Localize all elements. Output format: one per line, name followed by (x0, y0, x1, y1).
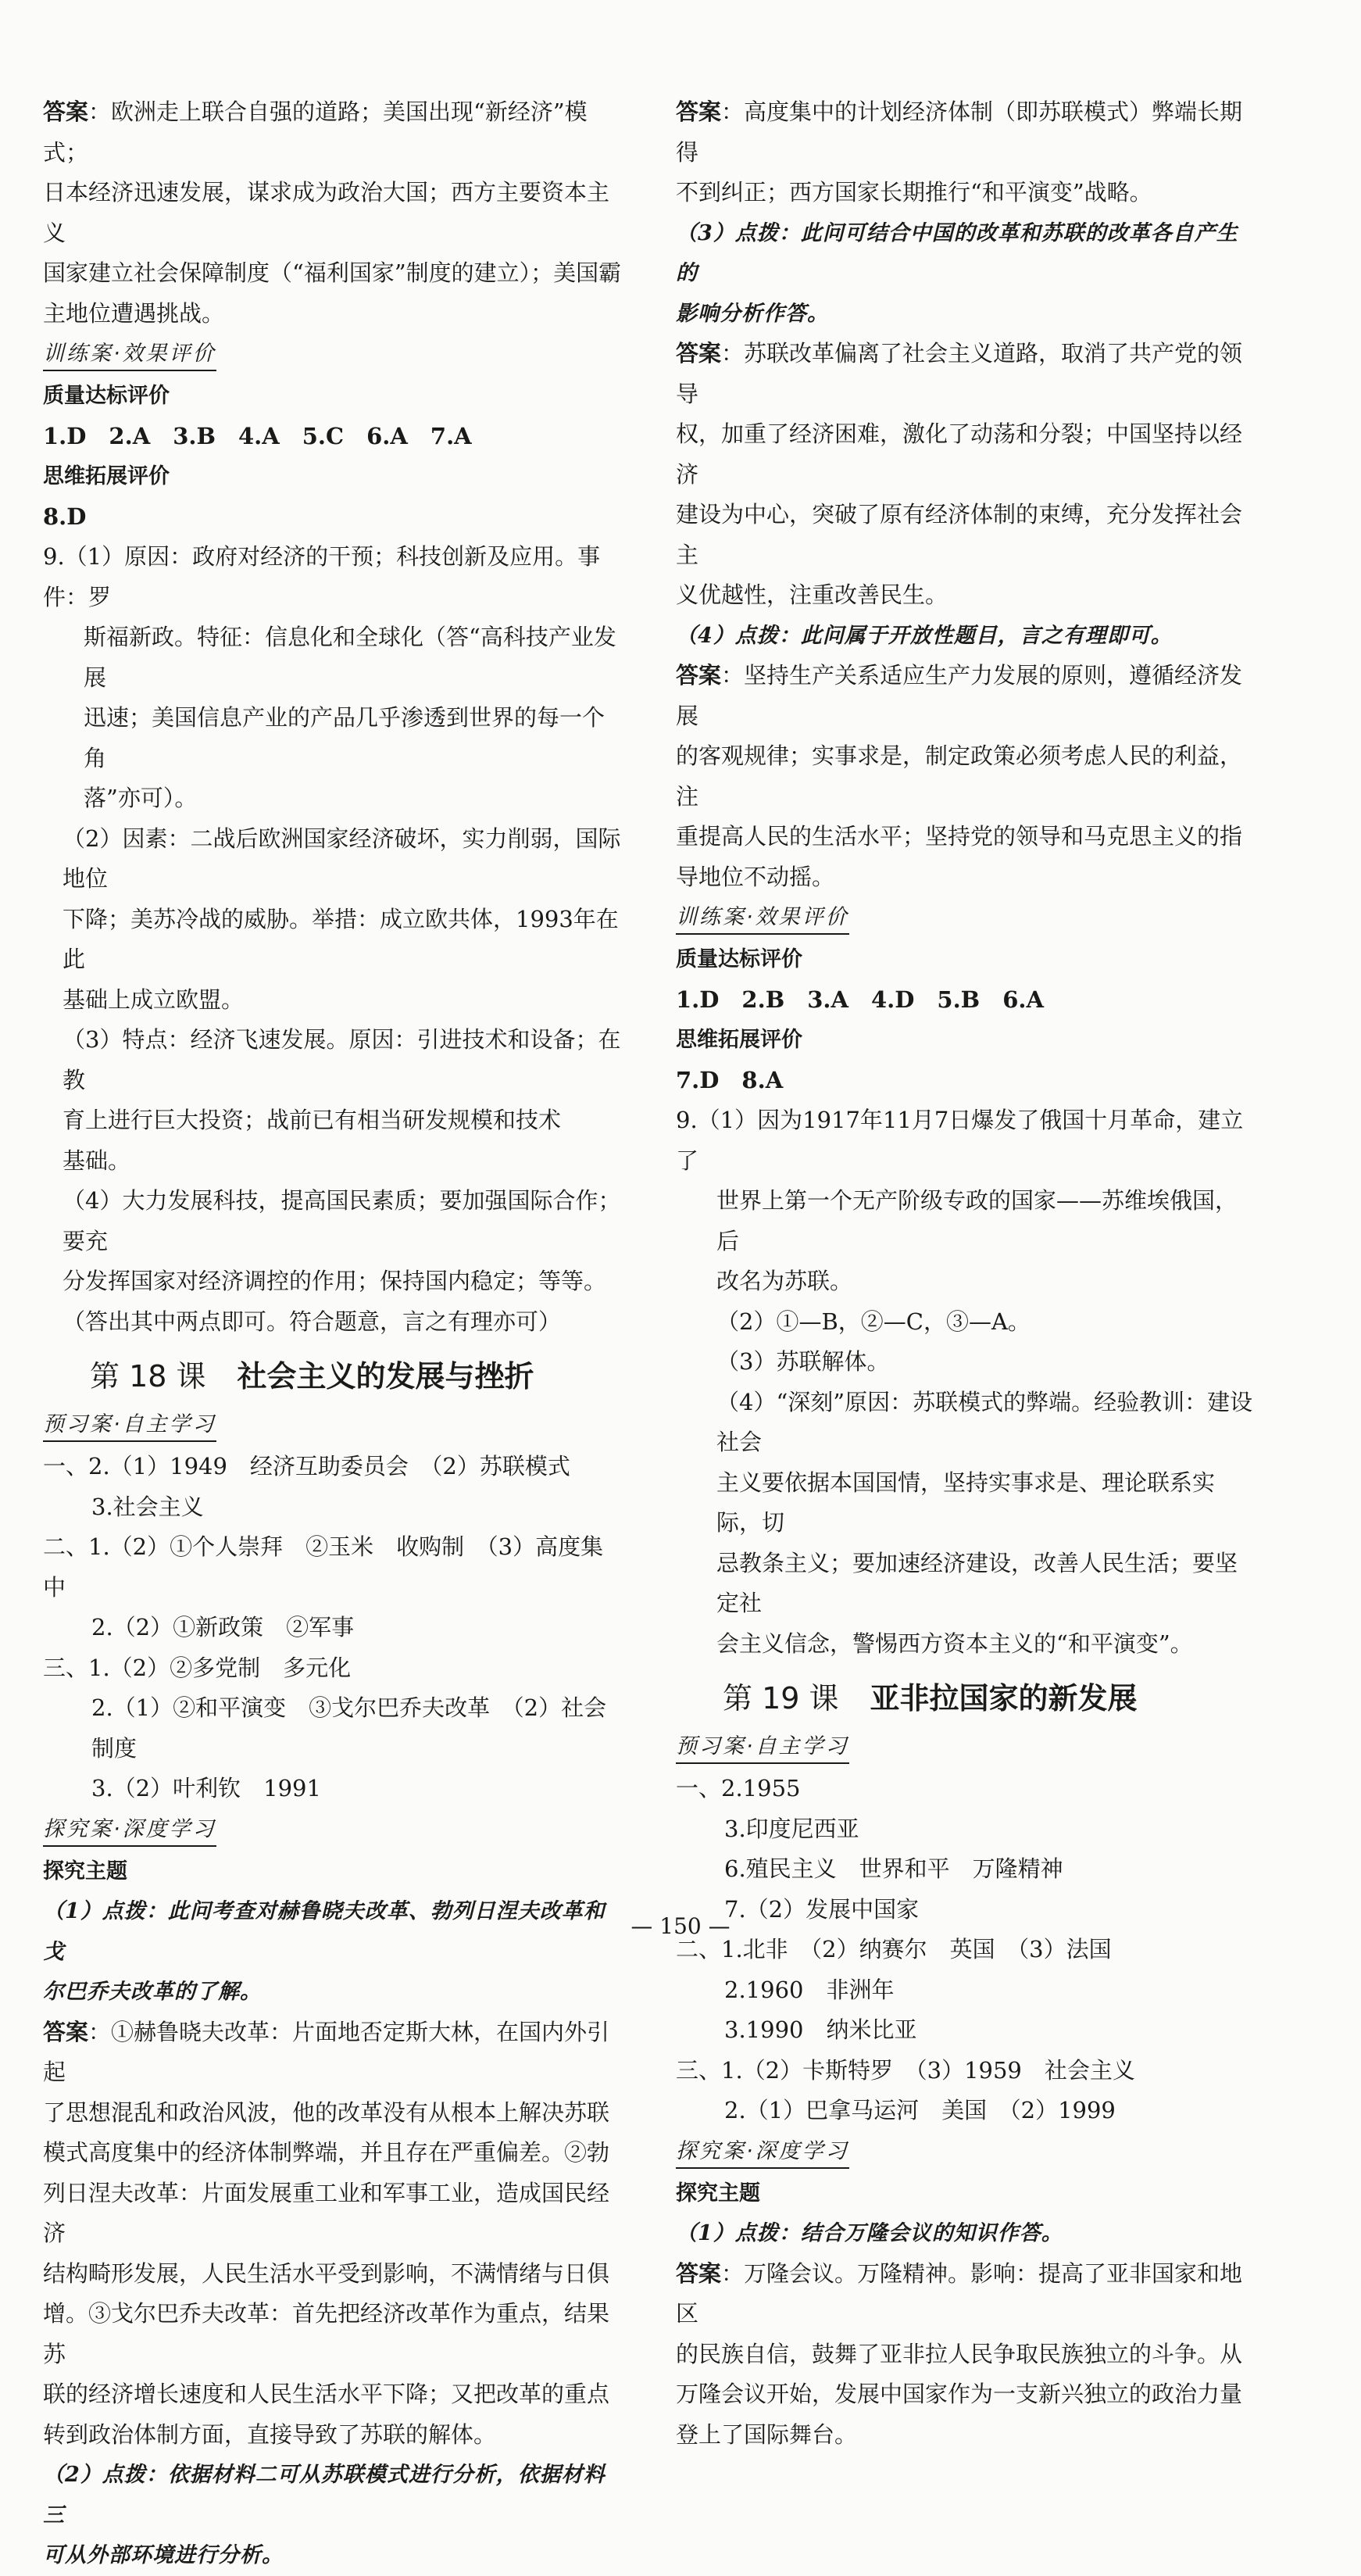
preview-line: 3.1990 纳米比亚 (724, 2016, 917, 2043)
question-9-line: （4）“深刻”原因：苏联模式的弊端。经验教训：建设社会 (716, 1388, 1253, 1455)
tip-paragraph: （4）点拨：此问属于开放性题目，言之有理即可。 (676, 623, 1173, 648)
tip-paragraph: （3）点拨：此问可结合中国的改革和苏联的改革各自产生的 (676, 220, 1238, 285)
preview-line: 3.印度尼西亚 (724, 1815, 859, 1842)
text-line: 日本经济迅速发展，谋求成为政治大国；西方主要资本主义 (43, 179, 610, 246)
question-9-line: 斯福新政。特征：信息化和全球化（答“高科技产业发展 (84, 624, 616, 691)
text-line: 增。③戈尔巴乔夫改革：首先把经济改革作为重点，结果苏 (43, 2300, 610, 2367)
lesson-19-title: 第 19 课 亚非拉国家的新发展 (723, 1681, 1138, 1716)
text-line: 导地位不动摇。 (676, 863, 835, 890)
answer-paragraph: 答案：①赫鲁晓夫改革：片面地否定斯大林，在国内外引起 (43, 2018, 610, 2085)
text-line: 模式高度集中的经济体制弊端，并且存在严重偏差。②勃 (43, 2139, 610, 2166)
question-9-line: 迅速；美国信息产业的产品几乎渗透到世界的每一个角 (84, 704, 605, 771)
right-column (676, 92, 1258, 2455)
preview-line: 2.（2）①新政策 ②军事 (91, 1614, 355, 1640)
quality-title: 质量达标评价 (676, 947, 802, 971)
tip-paragraph: （2）点拨：依据材料二可从苏联模式进行分析，依据材料三 (43, 2463, 605, 2528)
answer-paragraph: 答案：万隆会议。万隆精神。影响：提高了亚非国家和地区 (676, 2259, 1243, 2327)
page-number: — 150 — (630, 1913, 731, 1939)
left-column (43, 92, 625, 2576)
thinking-title: 思维拓展评价 (676, 1028, 802, 1052)
question-9-line: 忌教条主义；要加速经济建设，改善人民生活；要坚定社 (716, 1549, 1238, 1616)
tip-line: 可从外部环境进行分析。 (43, 2543, 284, 2567)
text-line: 国家建立社会保障制度（“福利国家”制度的建立）；美国霸 (43, 259, 622, 286)
question-9-line: （4）大力发展科技，提高国民素质；要加强国际合作；要充 (63, 1187, 621, 1254)
text-line: 转到政治体制方面，直接导致了苏联的解体。 (43, 2420, 497, 2448)
text-line: 的客观规律；实事求是，制定政策必须考虑人民的利益，注 (676, 742, 1243, 810)
text-line: 重提高人民的生活水平；坚持党的领导和马克思主义的指 (676, 823, 1243, 850)
question-9-line: 9.（1）原因：政府对经济的干预；科技创新及应用。事件：罗 (43, 543, 601, 610)
preview-line: 三、1.（2）②多党制 多元化 (43, 1654, 352, 1681)
text-line: 的民族自信，鼓舞了亚非拉人民争取民族独立的斗争。从 (676, 2340, 1243, 2367)
question-9-line: （3）特点：经济飞速发展。原因：引进技术和设备；在教 (63, 1026, 621, 1093)
preview-line: 一、2.（1）1949 经济互助委员会 （2）苏联模式 (43, 1453, 570, 1479)
question-9-line: 改名为苏联。 (716, 1268, 853, 1294)
text-line: 结构畸形发展，人民生活水平受到影响，不满情绪与日俱 (43, 2259, 610, 2287)
section-heading-train: 训练案·效果评价 (43, 338, 216, 371)
question-9-line: 落”亦可）。 (84, 785, 198, 811)
quality-answers: 1.D 2.B 3.A 4.D 5.B 6.A (676, 986, 1044, 1013)
preview-line: 一、2.1955 (676, 1775, 801, 1801)
preview-line: 7.（2）发展中国家 (724, 1895, 920, 1923)
question-9-line: （答出其中两点即可。符合题意，言之有理亦可） (63, 1308, 562, 1335)
question-9-line: 育上进行巨大投资；战前已有相当研发规模和技术 (63, 1107, 562, 1133)
section-heading-explore: 探究案·深度学习 (43, 1814, 216, 1847)
question-9-line: 9.（1）因为1917年11月7日爆发了俄国十月革命，建立了 (676, 1107, 1244, 1174)
question-9-line: （3）苏联解体。 (716, 1348, 890, 1375)
text-line: 义优越性，注重改善民生。 (676, 581, 948, 608)
preview-line: 3.社会主义 (91, 1493, 204, 1520)
tip-paragraph: （1）点拨：此问考查对赫鲁晓夫改革、勃列日涅夫改革和戈 (43, 1899, 605, 1964)
lesson-18-title: 第 18 课 社会主义的发展与挫折 (90, 1359, 534, 1394)
text-line: 万隆会议开始，发展中国家作为一支新兴独立的政治力量 (676, 2381, 1243, 2407)
section-heading-preview: 预习案·自主学习 (676, 1731, 849, 1764)
quality-title: 质量达标评价 (43, 384, 170, 408)
text-line: 联的经济增长速度和人民生活水平下降；又把改革的重点 (43, 2381, 610, 2407)
text-line: 了思想混乱和政治风波，他的改革没有从根本上解决苏联 (43, 2098, 610, 2126)
text-line: 主地位遭遇挑战。 (43, 299, 225, 327)
preview-line: 二、1.北非 （2）纳赛尔 英国 （3）法国 (676, 1936, 1112, 1962)
thinking-title: 思维拓展评价 (43, 464, 170, 488)
question-9-line: 世界上第一个无产阶级专政的国家——苏维埃俄国，后 (716, 1187, 1238, 1254)
answer-paragraph: 答案：高度集中的计划经济体制（即苏联模式）弊端长期得 (676, 98, 1243, 166)
section-heading-train: 训练案·效果评价 (676, 902, 849, 935)
preview-line: 2.（1）巴拿马运河 美国 （2）1999 (724, 2097, 1116, 2123)
question-9-line: 分发挥国家对经济调控的作用；保持国内稳定；等等。 (63, 1268, 607, 1294)
preview-line: 三、1.（2）卡斯特罗 （3）1959 社会主义 (676, 2056, 1135, 2084)
question-9-line: 基础上成立欧盟。 (63, 986, 245, 1013)
explore-title: 探究主题 (43, 1859, 127, 1884)
section-heading-explore: 探究案·深度学习 (676, 2136, 849, 2169)
text-line: 不到纠正；西方国家长期推行“和平演变”战略。 (676, 179, 1152, 206)
text-line: 建设为中心，突破了原有经济体制的束缚，充分发挥社会主 (676, 501, 1243, 568)
preview-line: 2.（1）②和平演变 ③戈尔巴乔夫改革 （2）社会制度 (91, 1694, 607, 1762)
answer-paragraph: 答案：坚持生产关系适应生产力发展的原则，遵循经济发展 (676, 662, 1243, 729)
question-9-line: 主义要依据本国国情，坚持实事求是、理论联系实际，切 (716, 1469, 1216, 1536)
section-heading-preview: 预习案·自主学习 (43, 1409, 216, 1442)
preview-line: 6.殖民主义 世界和平 万隆精神 (724, 1855, 1063, 1882)
quality-answers: 1.D 2.A 3.B 4.A 5.C 6.A 7.A (43, 422, 472, 449)
thinking-answers: 7.D 8.A (676, 1066, 784, 1093)
explore-title: 探究主题 (676, 2181, 760, 2206)
text-line: 登上了国际舞台。 (676, 2420, 858, 2448)
preview-line: 3.（2）叶利钦 1991 (91, 1775, 321, 1801)
text-line: 权，加重了经济困难，激化了动荡和分裂；中国坚持以经济 (676, 420, 1243, 488)
question-9-line: 会主义信念，警惕西方资本主义的“和平演变”。 (716, 1630, 1193, 1657)
preview-line: 二、1.（2）①个人崇拜 ②玉米 收购制 （3）高度集中 (43, 1533, 604, 1601)
tip-line: 影响分析作答。 (676, 301, 829, 326)
question-9-line: 下降；美苏冷战的威胁。举措：成立欧共体，1993年在此 (63, 905, 619, 972)
question-9-line: （2）①—B，②—C，③—A。 (716, 1308, 1031, 1335)
answer-paragraph: 答案：苏联改革偏离了社会主义道路，取消了共产党的领导 (676, 340, 1243, 407)
text-line: 列日涅夫改革：片面发展重工业和军事工业，造成国民经济 (43, 2179, 610, 2246)
question-9-line: （2）因素：二战后欧洲国家经济破坏，实力削弱，国际地位 (63, 825, 621, 892)
tip-paragraph: （1）点拨：结合万隆会议的知识作答。 (676, 2221, 1063, 2245)
thinking-answers: 8.D (43, 503, 87, 530)
answer-paragraph: 答案：欧洲走上联合自强的道路；美国出现“新经济”模式； (43, 98, 588, 166)
tip-line: 尔巴乔夫改革的了解。 (43, 1980, 262, 2004)
question-9-line: 基础。 (63, 1147, 131, 1174)
preview-line: 2.1960 非洲年 (724, 1976, 895, 2003)
